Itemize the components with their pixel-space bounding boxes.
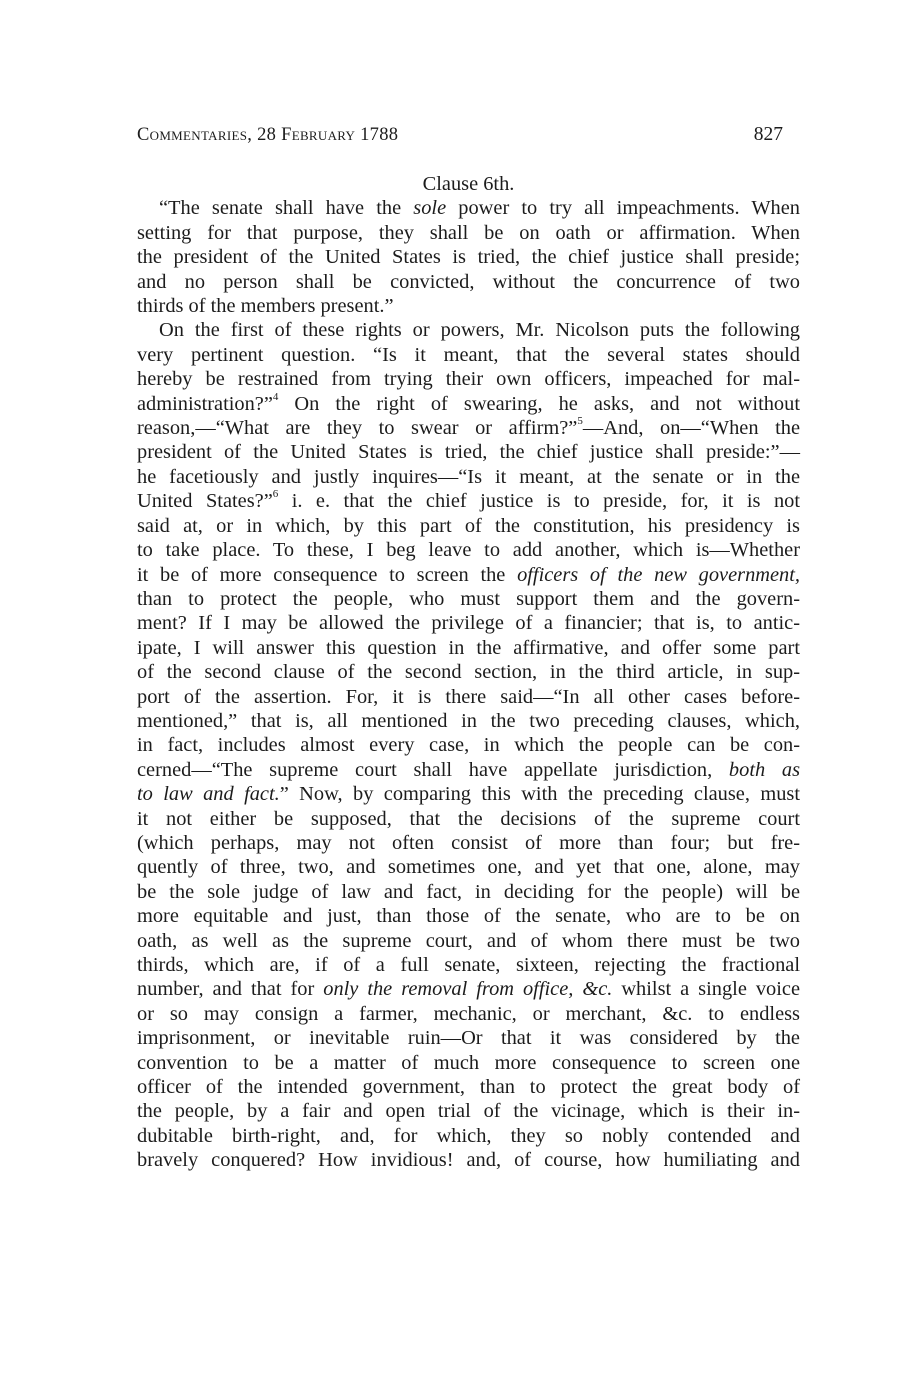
- text-line: [137, 392, 800, 416]
- text-line: [137, 1124, 800, 1148]
- text-segment: setting for that purpose, they shall be on oath or affirmation. When: [137, 221, 800, 244]
- text-segment: mentioned,” that is, all mentioned in the two preceding clauses, which,: [137, 709, 800, 732]
- text-line: [137, 611, 800, 635]
- text-segment: to take place. To these, I beg leave to add another, which is—Whether: [137, 539, 800, 562]
- text-segment: On the first of these rights or powers, Mr. Nicolson puts the following: [159, 319, 800, 342]
- footnote-ref: 6: [272, 488, 279, 501]
- text-segment: president of the United States is tried, the chief justice shall preside:”—: [137, 441, 800, 464]
- text-line: [137, 758, 800, 782]
- text-segment: oath, as well as the supreme court, and of whom there must be two: [137, 929, 800, 952]
- text-line: [137, 489, 800, 513]
- text-segment: the president of the United States is tried, the chief justice shall preside;: [137, 246, 800, 269]
- text-segment: officer of the intended government, than to protect the great body of: [137, 1076, 800, 1099]
- italic-text: to law and fact.: [137, 783, 280, 806]
- text-line: [137, 782, 800, 806]
- text-segment: ipate, I will answer this question in the affirmative, and offer some part: [137, 636, 800, 659]
- text-line: [137, 245, 800, 269]
- clause-heading: Clause 6th.: [422, 173, 515, 195]
- italic-text: sole: [413, 197, 447, 220]
- italic-text: only the removal from office, &c.: [323, 978, 613, 1001]
- text-segment: hereby be restrained from trying their own officers, impeached for mal-: [137, 368, 800, 391]
- text-line: [137, 904, 800, 928]
- text-segment: be the sole judge of law and fact, in deciding for the people) will be: [137, 880, 800, 903]
- text-line: [137, 660, 800, 684]
- text-line: [137, 1051, 800, 1075]
- text-segment: than to protect the people, who must support them and the govern-: [137, 587, 800, 610]
- text-segment: it not either be supposed, that the decisions of the supreme court: [137, 807, 800, 830]
- text-segment: very pertinent question. “Is it meant, that the several states should: [137, 343, 800, 366]
- text-segment: convention to be a matter of much more consequence to screen one: [137, 1051, 800, 1074]
- text-line: [137, 1002, 800, 1026]
- text-line: [137, 318, 800, 342]
- text-segment: and no person shall be convicted, without the concurrence of two: [137, 270, 800, 293]
- text-segment: he facetiously and justly inquires—“Is it meant, at the senate or in the: [137, 465, 800, 488]
- text-line: [137, 343, 800, 367]
- text-line: [137, 953, 800, 977]
- text-segment: quently of three, two, and sometimes one, and yet that one, alone, may: [137, 856, 800, 879]
- text-segment: —And, on—“When the: [582, 417, 800, 440]
- text-line: [137, 1075, 800, 1099]
- text-line: [137, 196, 800, 220]
- text-segment: power to try all impeachments. When: [446, 197, 801, 220]
- text-line: [137, 416, 800, 440]
- text-line: [137, 538, 800, 562]
- text-segment: more equitable and just, than those of the senate, who are to be on: [137, 905, 800, 928]
- body-text: [137, 172, 800, 1173]
- text-segment: On the right of swearing, he asks, and not without: [278, 392, 800, 415]
- text-segment: whilst a single voice: [612, 978, 800, 1001]
- running-head: Commentaries, 28 February 1788: [137, 125, 399, 145]
- text-line: [137, 977, 800, 1001]
- text-segment: in fact, includes almost every case, in which the people can be con-: [137, 734, 800, 757]
- text-segment: cerned—“The supreme court shall have appellate jurisdiction,: [137, 758, 729, 781]
- text-line: [137, 807, 800, 831]
- text-line: [137, 367, 800, 391]
- italic-text: both as: [728, 758, 801, 781]
- text-segment: ” Now, by comparing this with the preceding clause, must: [279, 783, 800, 806]
- text-line: [137, 221, 800, 245]
- text-segment: United States?”: [137, 490, 273, 513]
- text-segment: of the second clause of the second section, in the third article, in sup-: [137, 661, 800, 684]
- text-segment: said at, or in which, by this part of the constitution, his presidency is: [137, 514, 800, 537]
- text-segment: the people, by a fair and open trial of the vicinage, which is their in-: [137, 1100, 800, 1123]
- text-segment: bravely conquered? How invidious! and, of course, how humiliating and: [137, 1149, 800, 1172]
- text-segment: dubitable birth-right, and, for which, they so nobly contended and: [137, 1124, 800, 1147]
- text-segment: imprisonment, or inevitable ruin—Or that it was considered by the: [137, 1027, 800, 1050]
- text-segment: reason,—“What are they to swear or affirm?”: [137, 417, 578, 440]
- text-line: [137, 514, 800, 538]
- text-line: [137, 733, 800, 757]
- text-segment: thirds, which are, if of a full senate, sixteen, rejecting the fractional: [137, 954, 800, 976]
- text-segment: or so may consign a farmer, mechanic, or merchant, &c. to endless: [137, 1002, 800, 1025]
- text-line: [137, 1026, 800, 1050]
- text-line: [137, 685, 800, 709]
- text-line: [137, 465, 800, 489]
- text-segment: thirds of the members present.”: [137, 295, 394, 318]
- text-line: [137, 709, 800, 733]
- text-line: [137, 855, 800, 879]
- text-line: [137, 563, 800, 587]
- text-line: [137, 1148, 800, 1172]
- page-number: 827: [753, 124, 783, 145]
- text-segment: number, and that for: [137, 978, 324, 1001]
- text-segment: “The senate shall have the: [159, 197, 414, 220]
- footnote-ref: 4: [272, 390, 279, 403]
- footnote-ref: 5: [577, 415, 583, 428]
- text-line: [137, 294, 800, 318]
- text-line: [137, 440, 800, 464]
- text-segment: it be of more consequence to screen the: [137, 563, 518, 586]
- italic-text: officers of the new government,: [517, 563, 800, 586]
- text-line: [137, 831, 800, 855]
- text-line: [137, 880, 800, 904]
- text-segment: ment? If I may be allowed the privilege of a financier; that is, to antic-: [137, 612, 800, 635]
- text-line: [137, 587, 800, 611]
- text-line: [137, 270, 800, 294]
- text-segment: port of the assertion. For, it is there said—“In all other cases before-: [137, 685, 800, 708]
- page-header: [137, 124, 783, 146]
- text-line: [137, 929, 800, 953]
- text-segment: administration?”: [137, 392, 273, 415]
- text-line: [137, 1099, 800, 1123]
- text-segment: i. e. that the chief justice is to preside, for, it is not: [278, 490, 800, 513]
- text-lines: [137, 196, 800, 1172]
- text-line: [137, 636, 800, 660]
- text-segment: (which perhaps, may not often consist of more than four; but fre-: [137, 831, 800, 854]
